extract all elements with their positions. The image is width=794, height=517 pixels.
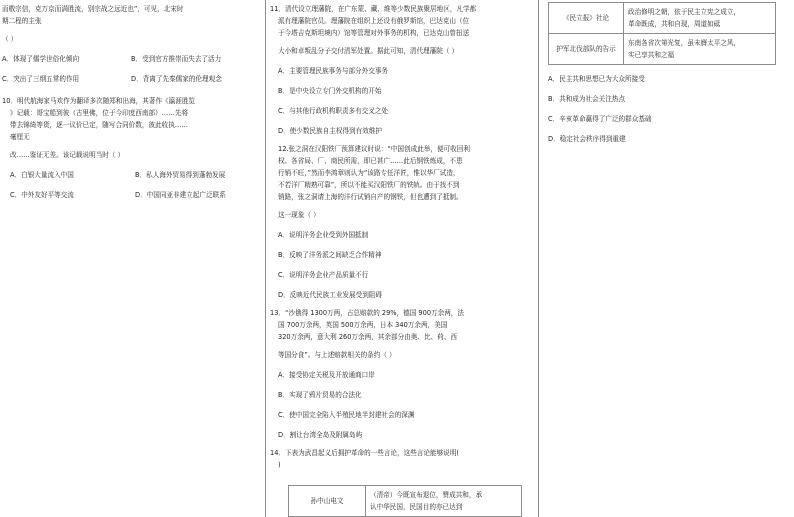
cell-line: 东南各省次第光复，虽未膺太平之风， <box>628 39 741 47</box>
stem-line: 而敬宗信，克万京而满胜流，别宗战之远近也”，可见，北宋时 <box>2 5 184 13</box>
stem-line: 10．明代航海家马欢作为翻译多次随郑和出海，其著作《瀛涯胜览 <box>2 97 196 105</box>
stem-line: 带去锦绮等货，逐一议价已定，随写合同价数，彼此收执…… <box>10 121 189 129</box>
cell-line: 革命既成，共和自现，周道如砥 <box>628 20 721 28</box>
option-d: D．割让台湾全岛及附属岛屿 <box>278 431 363 439</box>
stem-line: 不若洋厂精熟可靠”，所以不能买汉阳铁厂的铁轨。由于找不到 <box>278 181 460 189</box>
q14-quote-table <box>288 485 522 517</box>
table-cell-content <box>366 486 522 517</box>
option-d: D．反映近代民族工业发展受到阻碍 <box>278 291 382 299</box>
option-b: B．是中央设立专门外交机构的开始 <box>278 87 382 95</box>
options-row <box>2 53 260 65</box>
table-cell-content <box>624 3 776 34</box>
table-row <box>549 34 776 65</box>
option-c: C．使中国完全陷入半殖民地半封建社会的深渊 <box>278 411 415 419</box>
stem-line: 国 700万余两，英国 500万余两，日本 340万余两，美国 <box>278 321 448 329</box>
option-c: C．与其他行政机构职责多有交叉之处 <box>278 107 389 115</box>
options-row <box>2 169 260 181</box>
stem-line: 》记载：哥宝船到彼（古里佛，位于今印度西南部）……先将 <box>10 109 189 117</box>
stem-line: 改……鉴证无差。该记载说明当时（ ） <box>10 151 125 159</box>
option-d: D．稳定社会秩序得到重建 <box>548 135 626 143</box>
stem-line: 销路，张之洞请上海的洋行试销自产的钢铁，但也遭到了抵制。 <box>278 193 463 201</box>
option-a: A．体现了儒学世俗化倾向 <box>2 55 80 63</box>
option-c: C．中外友好平等交流 <box>10 191 74 199</box>
question-13 <box>270 307 528 441</box>
option-a: A．民主共和思想已为大众所接受 <box>548 75 645 83</box>
option-a: A．接受协定关税及开放通商口岸 <box>278 371 375 379</box>
stem-line: 行销不旺，”然而李鸿章则认为“该路专任洋匠，惟以华厂试造， <box>278 169 460 177</box>
option-b: B．反映了洋务派之间缺乏合作精神 <box>278 251 382 259</box>
stem-line: ) <box>278 461 281 469</box>
option-b: B．私人海外贸易得到蓬勃发展 <box>135 171 226 179</box>
options-row <box>2 189 260 201</box>
question-11 <box>270 3 528 137</box>
option-c: C．说明洋务企业产品质量不行 <box>278 271 369 279</box>
stem-line: 14．下表为武昌起义后拥护革命的一些言论，这些言论能够说明( <box>270 449 459 457</box>
option-d: D．背离了先秦儒家的伦理观念 <box>131 75 222 83</box>
option-b: B．实现了鸦片贸易的合法化 <box>278 391 362 399</box>
option-b: B．共和成为社会关注热点 <box>548 95 626 103</box>
option-c: C．辛亥革命赢得了广泛的群众基础 <box>548 115 652 123</box>
column-right <box>548 0 788 517</box>
cell-line: 认中华民国，民国目的亦已达到 <box>370 503 463 511</box>
answer-blank: （ ） <box>2 35 18 43</box>
question-12 <box>270 143 528 301</box>
column-middle <box>270 0 528 517</box>
column-left <box>2 0 260 517</box>
stem-line: 这一现象（ ） <box>278 211 320 219</box>
cell-line: 实已享共和之福 <box>628 51 675 59</box>
stem-line: 于今塔吉克斯坦境内）馆等管理对外事务的机构，已达克山曾扭送 <box>278 29 470 37</box>
question-14 <box>270 447 528 517</box>
option-c: C．突出了三纲五常的作用 <box>2 75 80 83</box>
stem-line: 13．“沙俄得 1300万两，占总赔款的 29%，德国 900万余两，法 <box>270 309 464 317</box>
question-10 <box>2 95 260 201</box>
table-cell-source: 《民立报》社论 <box>549 3 624 34</box>
q14-options <box>548 73 788 145</box>
stem-line: 11．清代设立理藩院，在广东蒙、藏、维等少数民族聚居地区，凡学都 <box>270 5 477 13</box>
column-divider-right <box>538 0 539 517</box>
option-a: A．主要管理民族事务与部分外交事务 <box>278 67 389 75</box>
q14-quote-table-continued <box>548 2 776 65</box>
stem-line: 12.张之洞在汉阳铁厂预算建议时说：“中国创成此举，便可收回利 <box>278 145 470 153</box>
option-a: A．说明洋务企业受到外国抵制 <box>278 231 369 239</box>
option-b: B．受到官方推崇而失去了活力 <box>131 55 222 63</box>
table-cell-source: 孙中山电文 <box>289 486 366 517</box>
stem-line: 权。各省局、厂、商民所需，即已甚广……此后钢铁炼成，不患 <box>278 157 463 165</box>
option-a: A．白银大量流入中国 <box>10 171 74 179</box>
stem-line: 320万余两，意大利 260万余两，其余部分由奥、比、荷、西 <box>278 333 457 341</box>
cell-line: 政治修明之朝，依于民主立宪之成立， <box>628 8 741 16</box>
cell-line: （清帝）今既宣布退位，赞成共和，承 <box>370 491 483 499</box>
column-divider-left <box>265 0 266 517</box>
table-cell-content <box>624 34 776 65</box>
option-d: D．使少数民族自主权得到有效维护 <box>278 127 382 135</box>
stem-line: 等国分食”。与上述赔款相关的条约（ ） <box>278 351 396 359</box>
table-row <box>549 3 776 34</box>
stem-line: 大小和卓叛乱分子交付清军处置。据此可知，清代理藩院（ ） <box>278 47 459 55</box>
options-row <box>2 73 260 85</box>
question-9-continuation <box>2 3 260 85</box>
stem-line: 派有理藩院官员。理藩院在组织上还设有俄罗斯馆，巴达克山（位 <box>278 17 470 25</box>
table-row <box>289 486 522 517</box>
table-cell-source: 护军北伐部队的告示 <box>549 34 624 65</box>
option-d: D．中国同亚非建立起广泛联系 <box>135 191 226 199</box>
stem-line: 期二程的主张 <box>2 17 42 25</box>
stem-line: 毫厘无 <box>10 133 30 141</box>
